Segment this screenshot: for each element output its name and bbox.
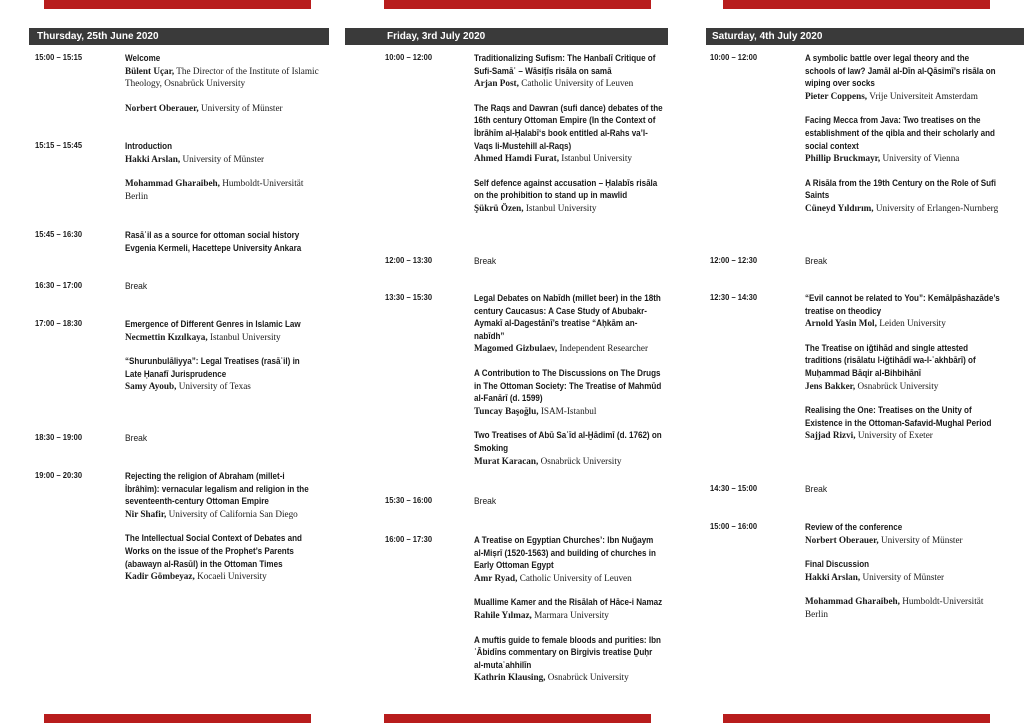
- item-title: Traditionalizing Sufism: The Hanbalī Critique of Sufi-Samāʿ – Wāsiṭīs risāla on samā: [474, 52, 656, 76]
- item-title: Facing Mecca from Java: Two treatises on the establishment of the qibla and their scholarly and social context: [805, 114, 995, 151]
- bottom-bar-3: [723, 714, 990, 723]
- program-item: [805, 595, 1001, 620]
- item-title: Introduction: [125, 140, 173, 151]
- break-label: Break: [805, 255, 828, 266]
- speaker-name: Samy Ayoub,: [125, 381, 177, 392]
- item-title: Two Treatises of Abū Saʿīd al-Ḫādimī (d. 1762) on Smoking: [474, 429, 662, 453]
- session-time: 16:30 – 17:00: [35, 280, 83, 290]
- speaker-name: Necmettin Kızılkaya,: [125, 331, 208, 342]
- speaker-affiliation: Istanbul University: [558, 153, 632, 164]
- speaker-name: Phillip Bruckmayr,: [805, 153, 881, 164]
- item-title: Emergence of Different Genres in Islamic Law: [125, 318, 301, 329]
- speaker-name: Cüneyd Yıldırım,: [805, 202, 874, 213]
- program-item: [474, 177, 664, 215]
- item-title: Review of the conference: [805, 521, 903, 532]
- item-title: A Treatise on Egyptian Churches’: Ibn Nuǧaym al-Miṣrī (1520-1563) and building of churches in Early Ottoman Egypt: [474, 534, 656, 571]
- program-item: [125, 140, 319, 165]
- program-item: [474, 52, 664, 90]
- speaker-affiliation: Istanbul University: [207, 331, 281, 342]
- session-time: 15:30 – 16:00: [385, 495, 433, 505]
- break-label: Break: [805, 483, 828, 494]
- speaker-name: Sajjad Rizvi,: [805, 430, 856, 441]
- program-item: [474, 429, 664, 467]
- speaker-affiliation: University of Münster: [860, 571, 945, 582]
- session-time: 17:00 – 18:30: [35, 318, 83, 328]
- program-item: [805, 292, 1001, 330]
- speaker-affiliation: Humboldt-Universität Berlin: [805, 596, 984, 619]
- item-title: Muallime Kamer and the Risālah of Hāce-i Namaz: [474, 596, 663, 608]
- program-item: [805, 404, 1001, 442]
- program-item: [474, 367, 664, 417]
- program-item: [474, 102, 664, 165]
- session-time: 16:00 – 17:30: [385, 534, 433, 544]
- session-time: 13:30 – 15:30: [385, 292, 433, 302]
- program-item: [474, 596, 664, 621]
- top-bar-3: [723, 0, 990, 9]
- speaker-name: Arjan Post,: [474, 78, 519, 89]
- item-title: “Evil cannot be related to You”: Kemālpāshazāde’s treatise on theodicy: [805, 292, 1000, 316]
- speaker-name: Norbert Oberauer,: [125, 102, 199, 113]
- session-time: 10:00 – 12:00: [710, 52, 758, 62]
- program-item: [125, 470, 319, 520]
- break-label: Break: [474, 255, 497, 266]
- program-item: [474, 534, 664, 584]
- day-column-friday: [345, 28, 668, 708]
- speaker-affiliation: University of Texas: [176, 381, 251, 392]
- day-header: Thursday, 25th June 2020: [29, 28, 329, 45]
- session-time: 15:00 – 16:00: [710, 521, 758, 531]
- speaker-affiliation: Marmara University: [531, 609, 609, 620]
- speaker-affiliation: Independent Researcher: [557, 343, 649, 354]
- program-item: [805, 114, 1001, 164]
- speaker-name: Murat Karacan,: [474, 455, 539, 466]
- speaker-name: Şükrü Özen,: [474, 202, 524, 213]
- speaker-affiliation: University of Vienna: [880, 153, 960, 164]
- speaker-name: Mohammad Gharaibeh,: [805, 596, 900, 607]
- speaker-name: Hakki Arslan,: [125, 153, 181, 164]
- program-item: [125, 318, 319, 343]
- day-header: Friday, 3rd July 2020: [345, 28, 668, 45]
- speaker-affiliation: Humboldt-Universität Berlin: [125, 178, 304, 201]
- day-header: Saturday, 4th July 2020: [706, 28, 1024, 45]
- program-item: [125, 229, 325, 254]
- item-title: The Raqs and Dawran (sufi dance) debates of the 16th century Ottoman Empire (In the Context of İbrāhīm al-Ḥalabī‘s book entitled al-Rahs va’l-Vaqs li-Mustehill al-Raqs): [474, 101, 663, 151]
- speaker-name: Bülent Uçar,: [125, 65, 175, 76]
- item-title: Realising the One: Treatises on the Unity of Existence in the Ottoman-Safavid-Mughal Period: [805, 404, 992, 428]
- session-time: 15:00 – 15:15: [35, 52, 83, 62]
- session-time: 14:30 – 15:00: [710, 483, 758, 493]
- program-item: [474, 634, 664, 684]
- speaker-name: Kadir Gömbeyaz,: [125, 571, 195, 582]
- item-title: Legal Debates on Nabīdh (millet beer) in the 18th century Caucasus: A Case Study of Abubakr- Aymakī al-Dagestānī’s treatise “Aḥkām an-nabīdh”: [474, 292, 661, 341]
- speaker-name: Pieter Coppens,: [805, 90, 868, 101]
- speaker-name: Magomed Gizbulaev,: [474, 343, 558, 354]
- speaker-name: Rahile Yılmaz,: [474, 609, 532, 620]
- speaker-affiliation: University of California San Diego: [166, 508, 298, 519]
- speaker-name: Nir Shafir,: [125, 508, 167, 519]
- speaker-affiliation: Leiden University: [876, 318, 946, 329]
- speaker-affiliation: University of Münster: [198, 102, 283, 113]
- program-item: [805, 558, 1001, 583]
- session-time: 18:30 – 19:00: [35, 432, 83, 442]
- speaker-affiliation: University of Münster: [878, 534, 963, 545]
- item-title: A Contribution to The Discussions on The Drugs in The Ottoman Society: The Treatise of Mahmūd al-Fanārī (d. 1599): [474, 366, 662, 404]
- item-title: Self defence against accusation – Ḥalabīs risāla on the prohibition to stand up in mawlid: [474, 176, 658, 201]
- session-time: 12:30 – 14:30: [710, 292, 758, 302]
- speaker-name: Tuncay Başoğlu,: [474, 405, 539, 416]
- speaker-name: Kathrin Klausing,: [474, 672, 546, 683]
- bottom-bar-1: [44, 714, 311, 723]
- speaker-name: Amr Ryad,: [474, 572, 518, 583]
- item-title: A symbolic battle over legal theory and the schools of law? Jamāl al-Dīn al-Qāsimī’s risāla on wiping over socks: [805, 52, 996, 89]
- program-item: [125, 52, 319, 90]
- top-bar-1: [44, 0, 311, 9]
- speaker-affiliation: University of Münster: [180, 153, 265, 164]
- program-item: [125, 177, 319, 202]
- session-time: 12:00 – 13:30: [385, 255, 433, 265]
- speaker-name: Ahmed Hamdi Furat,: [474, 153, 559, 164]
- item-title: Final Discussion: [805, 558, 870, 570]
- speaker-affiliation: Osnabrück University: [855, 380, 939, 391]
- speaker-affiliation: ISAM-Istanbul: [538, 405, 597, 416]
- speaker-affiliation: Catholic University of Leuven: [517, 572, 632, 583]
- top-bar-2: [384, 0, 651, 9]
- speaker-affiliation: Kocaeli University: [194, 571, 267, 582]
- item-title: Rejecting the religion of Abraham (millet-i İbrâhîm): vernacular legalism and religion in the seventeenth-century Ottoman Empire: [125, 470, 309, 507]
- program-item: [805, 177, 1001, 215]
- program-item: [805, 52, 1001, 102]
- speaker-affiliation: The Director of the Institute of Islamic Theology, Osnabrück University: [125, 65, 319, 89]
- speaker-name: Arnold Yasin Mol,: [805, 318, 877, 329]
- day-column-thursday: [29, 28, 329, 708]
- speaker-name: Norbert Oberauer,: [805, 534, 879, 545]
- speaker-name: Evgenia Kermeli, Hacettepe University Ankara: [125, 241, 302, 253]
- day-column-saturday: [706, 28, 1024, 708]
- item-title: “Shurunbulāliyya”: Legal Treatises (rasāʾil) in Late Ḥanafī Jurisprudence: [125, 355, 300, 379]
- session-time: 19:00 – 20:30: [35, 470, 83, 480]
- speaker-name: Mohammad Gharaibeh,: [125, 178, 220, 189]
- speaker-name: Jens Bakker,: [805, 380, 856, 391]
- speaker-affiliation: Catholic University of Leuven: [518, 78, 634, 89]
- speaker-affiliation: University of Erlangen-Nurnberg: [873, 202, 999, 213]
- speaker-affiliation: Osnabrück University: [545, 672, 629, 683]
- break-label: Break: [125, 432, 148, 443]
- session-time: 12:00 – 12:30: [710, 255, 758, 265]
- item-title: Rasāʾil as a source for ottoman social history: [125, 229, 300, 240]
- bottom-bar-2: [384, 714, 651, 723]
- program-item: [805, 342, 1001, 392]
- program-item: [125, 355, 319, 393]
- item-title: A muftis guide to female bloods and purities: Ibn ʿĀbidīns commentary on Birgivis treatise Ḏuḥr al-mutaʾahhilīn: [474, 633, 661, 670]
- program-item: [805, 521, 1001, 546]
- program-item: [125, 532, 319, 582]
- speaker-affiliation: Vrije Universiteit Amsterdam: [867, 90, 978, 101]
- item-title: Welcome: [125, 52, 161, 63]
- speaker-name: Hakki Arslan,: [805, 571, 861, 582]
- break-label: Break: [125, 280, 148, 291]
- item-title: A Risāla from the 19th Century on the Role of Sufi Saints: [805, 176, 996, 201]
- speaker-affiliation: University of Exeter: [855, 430, 933, 441]
- session-time: 15:45 – 16:30: [35, 229, 83, 239]
- item-title: The Treatise on iǧtihād and single attested traditions (risālatu l-iǧtihādī wa-l-ʾakhbārī) of Muḥammad Bāqir al-Bihbihānī: [805, 341, 976, 378]
- session-time: 10:00 – 12:00: [385, 52, 433, 62]
- program-item: [474, 292, 664, 355]
- item-title: The Intellectual Social Context of Debates and Works on the issue of the Prophet’s Parents (abawayn al-Rasūl) in the Ottoman Times: [125, 532, 302, 569]
- program-item: [125, 102, 319, 115]
- speaker-affiliation: Istanbul University: [523, 202, 597, 213]
- session-time: 15:15 – 15:45: [35, 140, 83, 150]
- speaker-affiliation: Osnabrück University: [538, 455, 622, 466]
- break-label: Break: [474, 495, 497, 506]
